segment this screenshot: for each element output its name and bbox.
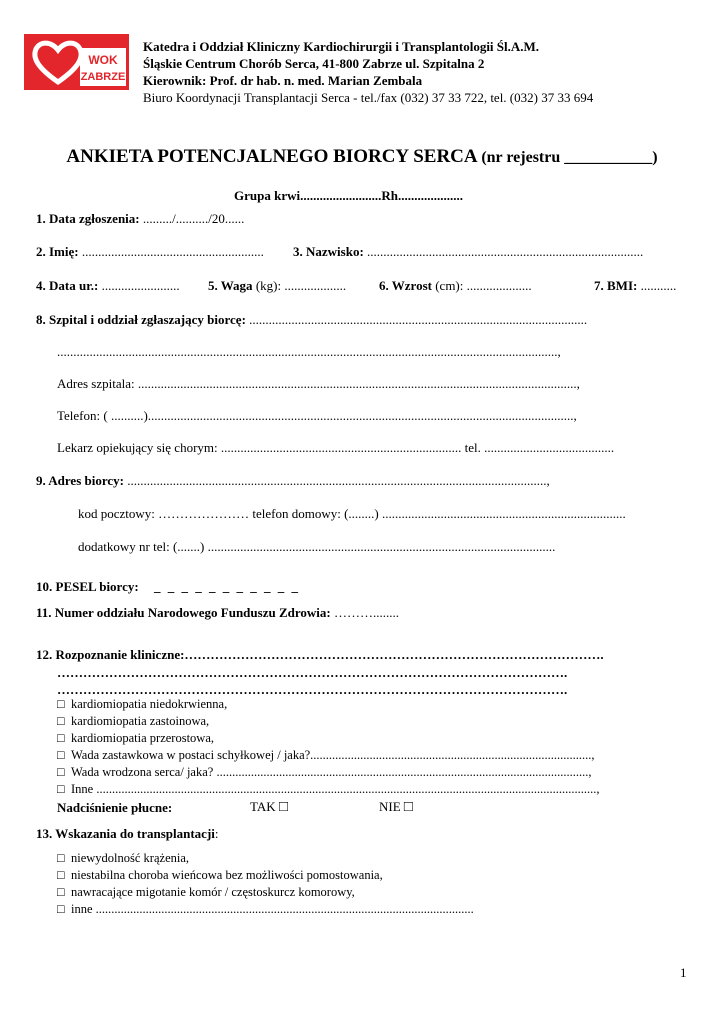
field-referring-hospital-line2[interactable]: ..........................................................................................................................................................,: [57, 344, 561, 359]
field-referring-hospital[interactable]: 8. Szpital i oddział zgłaszający biorcę: ........................................................................................................: [36, 312, 588, 327]
field-first-name[interactable]: 2. Imię: ........................................................: [36, 244, 264, 259]
form-title: [0, 146, 724, 168]
pulmonary-hypertension-label: Nadciśnienie płucne:: [57, 800, 173, 815]
pulmonary-hypertension-no[interactable]: NIE □: [379, 799, 413, 815]
field-bmi[interactable]: 7. BMI: ...........: [594, 278, 677, 293]
field-postal-code-phone[interactable]: kod pocztowy: ………………… telefon domowy: (........) ...........................................................................: [78, 506, 626, 521]
checkbox-icon[interactable]: □: [57, 885, 65, 899]
field-clinical-diagnosis-line3[interactable]: ……………………………………………………………………………………………………….: [57, 682, 568, 697]
checkbox-icon[interactable]: □: [57, 697, 65, 711]
registry-number: (nr rejestru ___________): [481, 149, 658, 166]
diagnosis-option-other[interactable]: □ Inne ................................................................................................................................................................,: [57, 782, 600, 796]
header-head: Kierownik: Prof. dr hab. n. med. Marian Zembala: [143, 73, 423, 88]
field-hospital-address[interactable]: Adres szpitala: .......................................................................................................................................,: [57, 376, 580, 391]
field-birth-date[interactable]: 4. Data ur.: ........................: [36, 278, 180, 293]
diagnosis-option-ischemic[interactable]: □ kardiomiopatia niedokrwienna,: [57, 697, 228, 711]
header-office: Biuro Koordynacji Transplantacji Serca - tel./fax (032) 37 33 722, tel. (032) 37 33 694: [143, 90, 594, 105]
field-pesel[interactable]: 10. PESEL biorcy: _ _ _ _ _ _ _ _ _ _ _: [36, 579, 300, 594]
pesel-digit-slots: _ _ _ _ _ _ _ _ _ _ _: [153, 579, 300, 594]
field-height[interactable]: 6. Wzrost (cm): ....................: [379, 278, 532, 293]
checkbox-icon[interactable]: □: [57, 868, 65, 882]
transplant-indications-heading: 13. Wskazania do transplantacji:: [36, 826, 219, 841]
checkbox-icon[interactable]: □: [57, 731, 65, 745]
institution-header: [143, 38, 593, 106]
field-last-name[interactable]: 3. Nazwisko: .....................................................................................: [293, 244, 644, 259]
diagnosis-option-valvular[interactable]: □ Wada zastawkowa w postaci schyłkowej / jaka?..........................................................................................,: [57, 748, 595, 762]
field-extra-phone[interactable]: dodatkowy nr tel: (.......) ...........................................................................................................: [78, 539, 556, 554]
field-recipient-address[interactable]: 9. Adres biorcy: .................................................................................................................................,: [36, 473, 550, 488]
field-hospital-phone[interactable]: Telefon: ( ..........)...................................................................................................................................,: [57, 408, 577, 423]
logo-text-top: WOK: [88, 53, 118, 67]
diagnosis-option-congenital[interactable]: □ Wada wrodzona serca/ jaka? .......................................................................................................................,: [57, 765, 592, 779]
checkbox-icon[interactable]: □: [57, 782, 65, 796]
field-registration-date[interactable]: 1. Data zgłoszenia: ........./........../20......: [36, 211, 245, 226]
checkbox-icon[interactable]: □: [57, 714, 65, 728]
diagnosis-option-dilated[interactable]: □ kardiomiopatia zastoinowa,: [57, 714, 210, 728]
checkbox-icon[interactable]: □: [57, 902, 65, 916]
hospital-logo: [24, 34, 129, 90]
diagnosis-option-hypertrophic[interactable]: □ kardiomiopatia przerostowa,: [57, 731, 215, 745]
checkbox-icon[interactable]: □: [278, 799, 288, 815]
page-number: 1: [680, 965, 687, 980]
checkbox-icon[interactable]: □: [403, 799, 413, 815]
checkbox-icon[interactable]: □: [57, 765, 65, 779]
indication-option-other[interactable]: □ inne .........................................................................................................................: [57, 902, 474, 916]
checkbox-icon[interactable]: □: [57, 748, 65, 762]
field-nfz-branch[interactable]: 11. Numer oddziału Narodowego Funduszu Zdrowia: ………........: [36, 605, 399, 620]
blood-group-field[interactable]: Grupa krwi.........................Rh....................: [234, 188, 463, 203]
field-weight[interactable]: 5. Waga (kg): ...................: [208, 278, 347, 293]
field-clinical-diagnosis[interactable]: 12. Rozpoznanie kliniczne:…………………………………………………………………………………….: [36, 647, 604, 662]
indication-option-heart-failure[interactable]: □ niewydolność krążenia,: [57, 851, 190, 865]
form-title-main: ANKIETA POTENCJALNEGO BIORCY SERCA: [66, 146, 477, 167]
field-attending-doctor[interactable]: Lekarz opiekujący się chorym: .......................................................................... tel. ........................................: [57, 440, 615, 455]
field-clinical-diagnosis-line2[interactable]: ……………………………………………………………………………………………………….: [57, 665, 568, 680]
logo-text-bottom: ZABRZE: [80, 71, 126, 83]
pulmonary-hypertension-yes[interactable]: TAK □: [250, 799, 288, 815]
indication-option-unstable-cad[interactable]: □ niestabilna choroba wieńcowa bez możliwości pomostowania,: [57, 868, 383, 882]
checkbox-icon[interactable]: □: [57, 851, 65, 865]
indication-option-arrhythmia[interactable]: □ nawracające migotanie komór / częstoskurcz komorowy,: [57, 885, 355, 899]
header-center: Śląskie Centrum Chorób Serca, 41-800 Zabrze ul. Szpitalna 2: [143, 56, 485, 71]
header-department: Katedra i Oddział Kliniczny Kardiochirurgii i Transplantologii Śl.A.M.: [143, 39, 540, 54]
